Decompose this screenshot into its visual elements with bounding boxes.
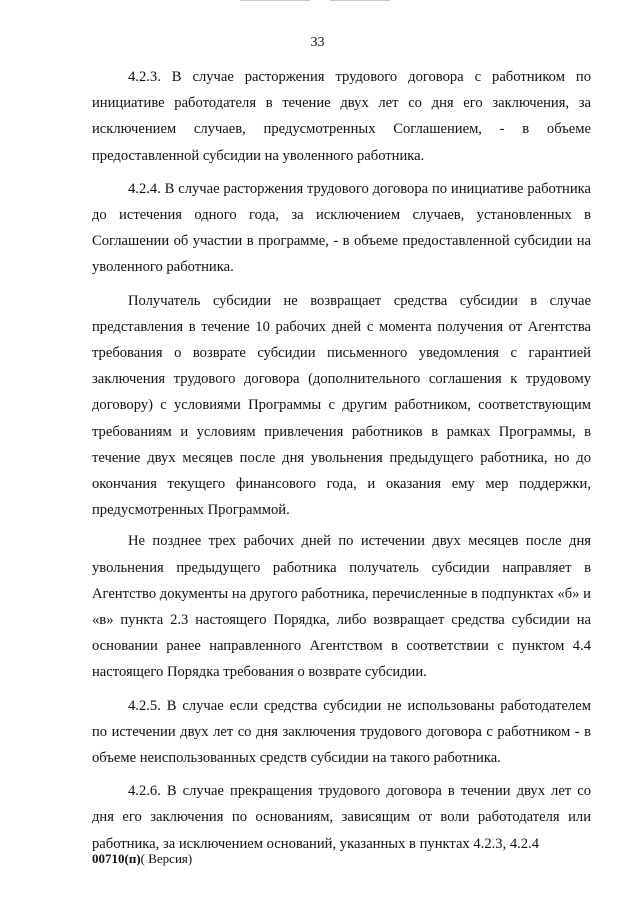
paragraph-4-2-6: 4.2.6. В случае прекращения трудового договора в течении двух лет со дня его заключения по основаниям, зависящим от воли работодателя или работника, за исключением оснований, указанных в пунктах 4.2.3, 4.2.4	[92, 783, 591, 852]
document-version: ( Версия)	[140, 851, 193, 866]
document-body	[92, 64, 591, 864]
paragraph-4-2-4: 4.2.4. В случае расторжения трудового договора по инициативе работника до истечения одного года, за исключением случаев, установленных в Соглашении об участии в программе, - в объеме предоставленной субсидии на уволенного работника.	[92, 180, 591, 276]
paragraph-deadline: Не позднее трех рабочих дней по истечении двух месяцев после дня увольнения предыдущего работника получатель субсидии направляет в Агентство документы на другого работника, перечисленные в подпунктах «б» и «в» пункта 2.3 настоящего Порядка, либо возвращает средства субсидии на основании ранее направленного Агентством в соответствии с пунктом 4.4 настоящего Порядка требования о возврате субсидии.	[92, 533, 591, 681]
paragraph-exception: Получатель субсидии не возвращает средства субсидии в случае представления в течение 10 рабочих дней с момента получения от Агентства требования о возврате субсидии письменного уведомления с гарантией заключения трудового договора (дополнительного соглашения к трудовому договору) с условиями Программы с другим работником, соответствующим требованиям и условиям привлечения работников в рамках Программы, в течение двух месяцев после дня увольнения предыдущего работника, но до окончания текущего финансового года, и оказания ему мер поддержки, предусмотренных Программой.	[92, 292, 591, 519]
document-footer	[92, 851, 192, 867]
paragraph-4-2-5: 4.2.5. В случае если средства субсидии не использованы работодателем по истечении двух лет со дня заключения трудового договора с работником - в объеме неиспользованных средств субсидии на такого работника.	[92, 697, 591, 767]
page-number: 33	[310, 35, 325, 50]
scan-edge-mark	[240, 0, 310, 1]
paragraph-4-2-3: 4.2.3. В случае расторжения трудового договора с работником по инициативе работодателя в течение двух лет со дня его заключения, за исключением случаев, предусмотренных Соглашением, - в объеме предоставленной субсидии на уволенного работника.	[92, 69, 591, 164]
document-code: 00710(п)	[92, 851, 141, 866]
scan-edge-mark	[330, 0, 390, 1]
